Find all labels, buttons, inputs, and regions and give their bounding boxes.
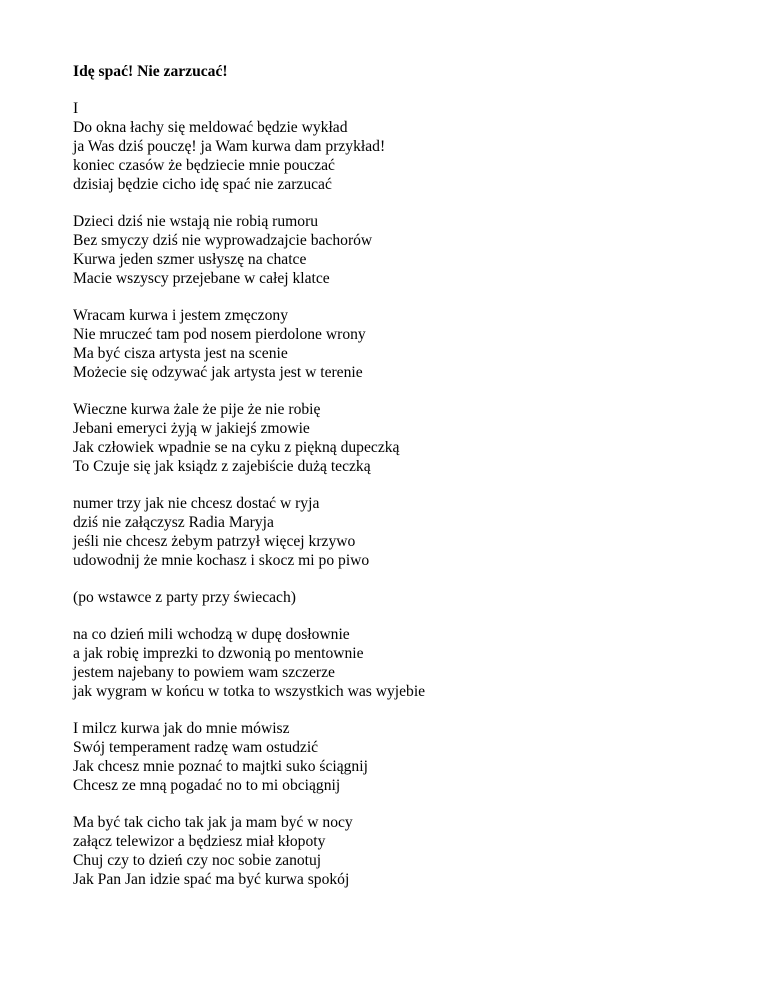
poem-line: a jak robię imprezki to dzwonią po mentownie — [73, 645, 364, 662]
poem-body — [73, 118, 733, 889]
stanza — [73, 400, 733, 476]
poem-line: dzisiaj będzie cicho idę spać nie zarzucać — [73, 176, 332, 193]
poem-line: koniec czasów że będziecie mnie pouczać — [73, 157, 335, 174]
poem-line: ja Was dziś pouczę! ja Wam kurwa dam przykład! — [73, 138, 386, 155]
stanza — [73, 118, 733, 194]
poem-line: Swój temperament radzę wam ostudzić — [73, 739, 319, 756]
poem-line: Jak Pan Jan idzie spać ma być kurwa spokój — [73, 871, 350, 888]
poem-line: Jebani emeryci żyją w jakiejś zmowie — [73, 420, 310, 437]
stanza — [73, 813, 733, 889]
poem-line: jeśli nie chcesz żebym patrzył więcej krzywo — [73, 533, 356, 550]
stanza — [73, 588, 733, 607]
stanza — [73, 494, 733, 570]
poem-line: Wieczne kurwa żale że pije że nie robię — [73, 401, 321, 418]
document-page — [73, 62, 733, 907]
poem-line: Chuj czy to dzień czy noc sobie zanotuj — [73, 852, 322, 869]
stanza — [73, 306, 733, 382]
part-label: I — [73, 100, 79, 117]
stanza — [73, 625, 733, 701]
poem-line: dziś nie załączysz Radia Maryja — [73, 514, 274, 531]
poem-line: Ma być tak cicho tak jak ja mam być w nocy — [73, 814, 353, 831]
poem-line: Dzieci dziś nie wstają nie robią rumoru — [73, 213, 319, 230]
poem-line: Do okna łachy się meldować będzie wykład — [73, 119, 348, 136]
document-title: Idę spać! Nie zarzucać! — [73, 63, 228, 80]
poem-line: Jak chcesz mnie poznać to majtki suko ściągnij — [73, 758, 368, 775]
poem-line: Chcesz ze mną pogadać no to mi obciągnij — [73, 777, 341, 794]
poem-line: jak wygram w końcu w totka to wszystkich was wyjebie — [73, 683, 426, 700]
poem-line: Ma być cisza artysta jest na scenie — [73, 345, 288, 362]
poem-line: Macie wszyscy przejebane w całej klatce — [73, 270, 330, 287]
poem-line: (po wstawce z party przy świecach) — [73, 589, 296, 606]
poem-line: na co dzień mili wchodzą w dupę dosłownie — [73, 626, 350, 643]
poem-line: Nie mruczeć tam pod nosem pierdolone wrony — [73, 326, 366, 343]
poem-line: udowodnij że mnie kochasz i skocz mi po piwo — [73, 552, 370, 569]
poem-line: Możecie się odzywać jak artysta jest w terenie — [73, 364, 363, 381]
poem-line: Kurwa jeden szmer usłyszę na chatce — [73, 251, 307, 268]
poem-line: I milcz kurwa jak do mnie mówisz — [73, 720, 290, 737]
poem-line: numer trzy jak nie chcesz dostać w ryja — [73, 495, 320, 512]
poem-line: Bez smyczy dziś nie wyprowadzajcie bachorów — [73, 232, 373, 249]
poem-line: Wracam kurwa i jestem zmęczony — [73, 307, 288, 324]
poem-line: Jak człowiek wpadnie se na cyku z piękną dupeczką — [73, 439, 400, 456]
poem-line: załącz telewizor a będziesz miał kłopoty — [73, 833, 326, 850]
stanza — [73, 719, 733, 795]
poem-line: To Czuje się jak ksiądz z zajebiście dużą teczką — [73, 458, 371, 475]
poem-line: jestem najebany to powiem wam szczerze — [73, 664, 335, 681]
stanza — [73, 212, 733, 288]
